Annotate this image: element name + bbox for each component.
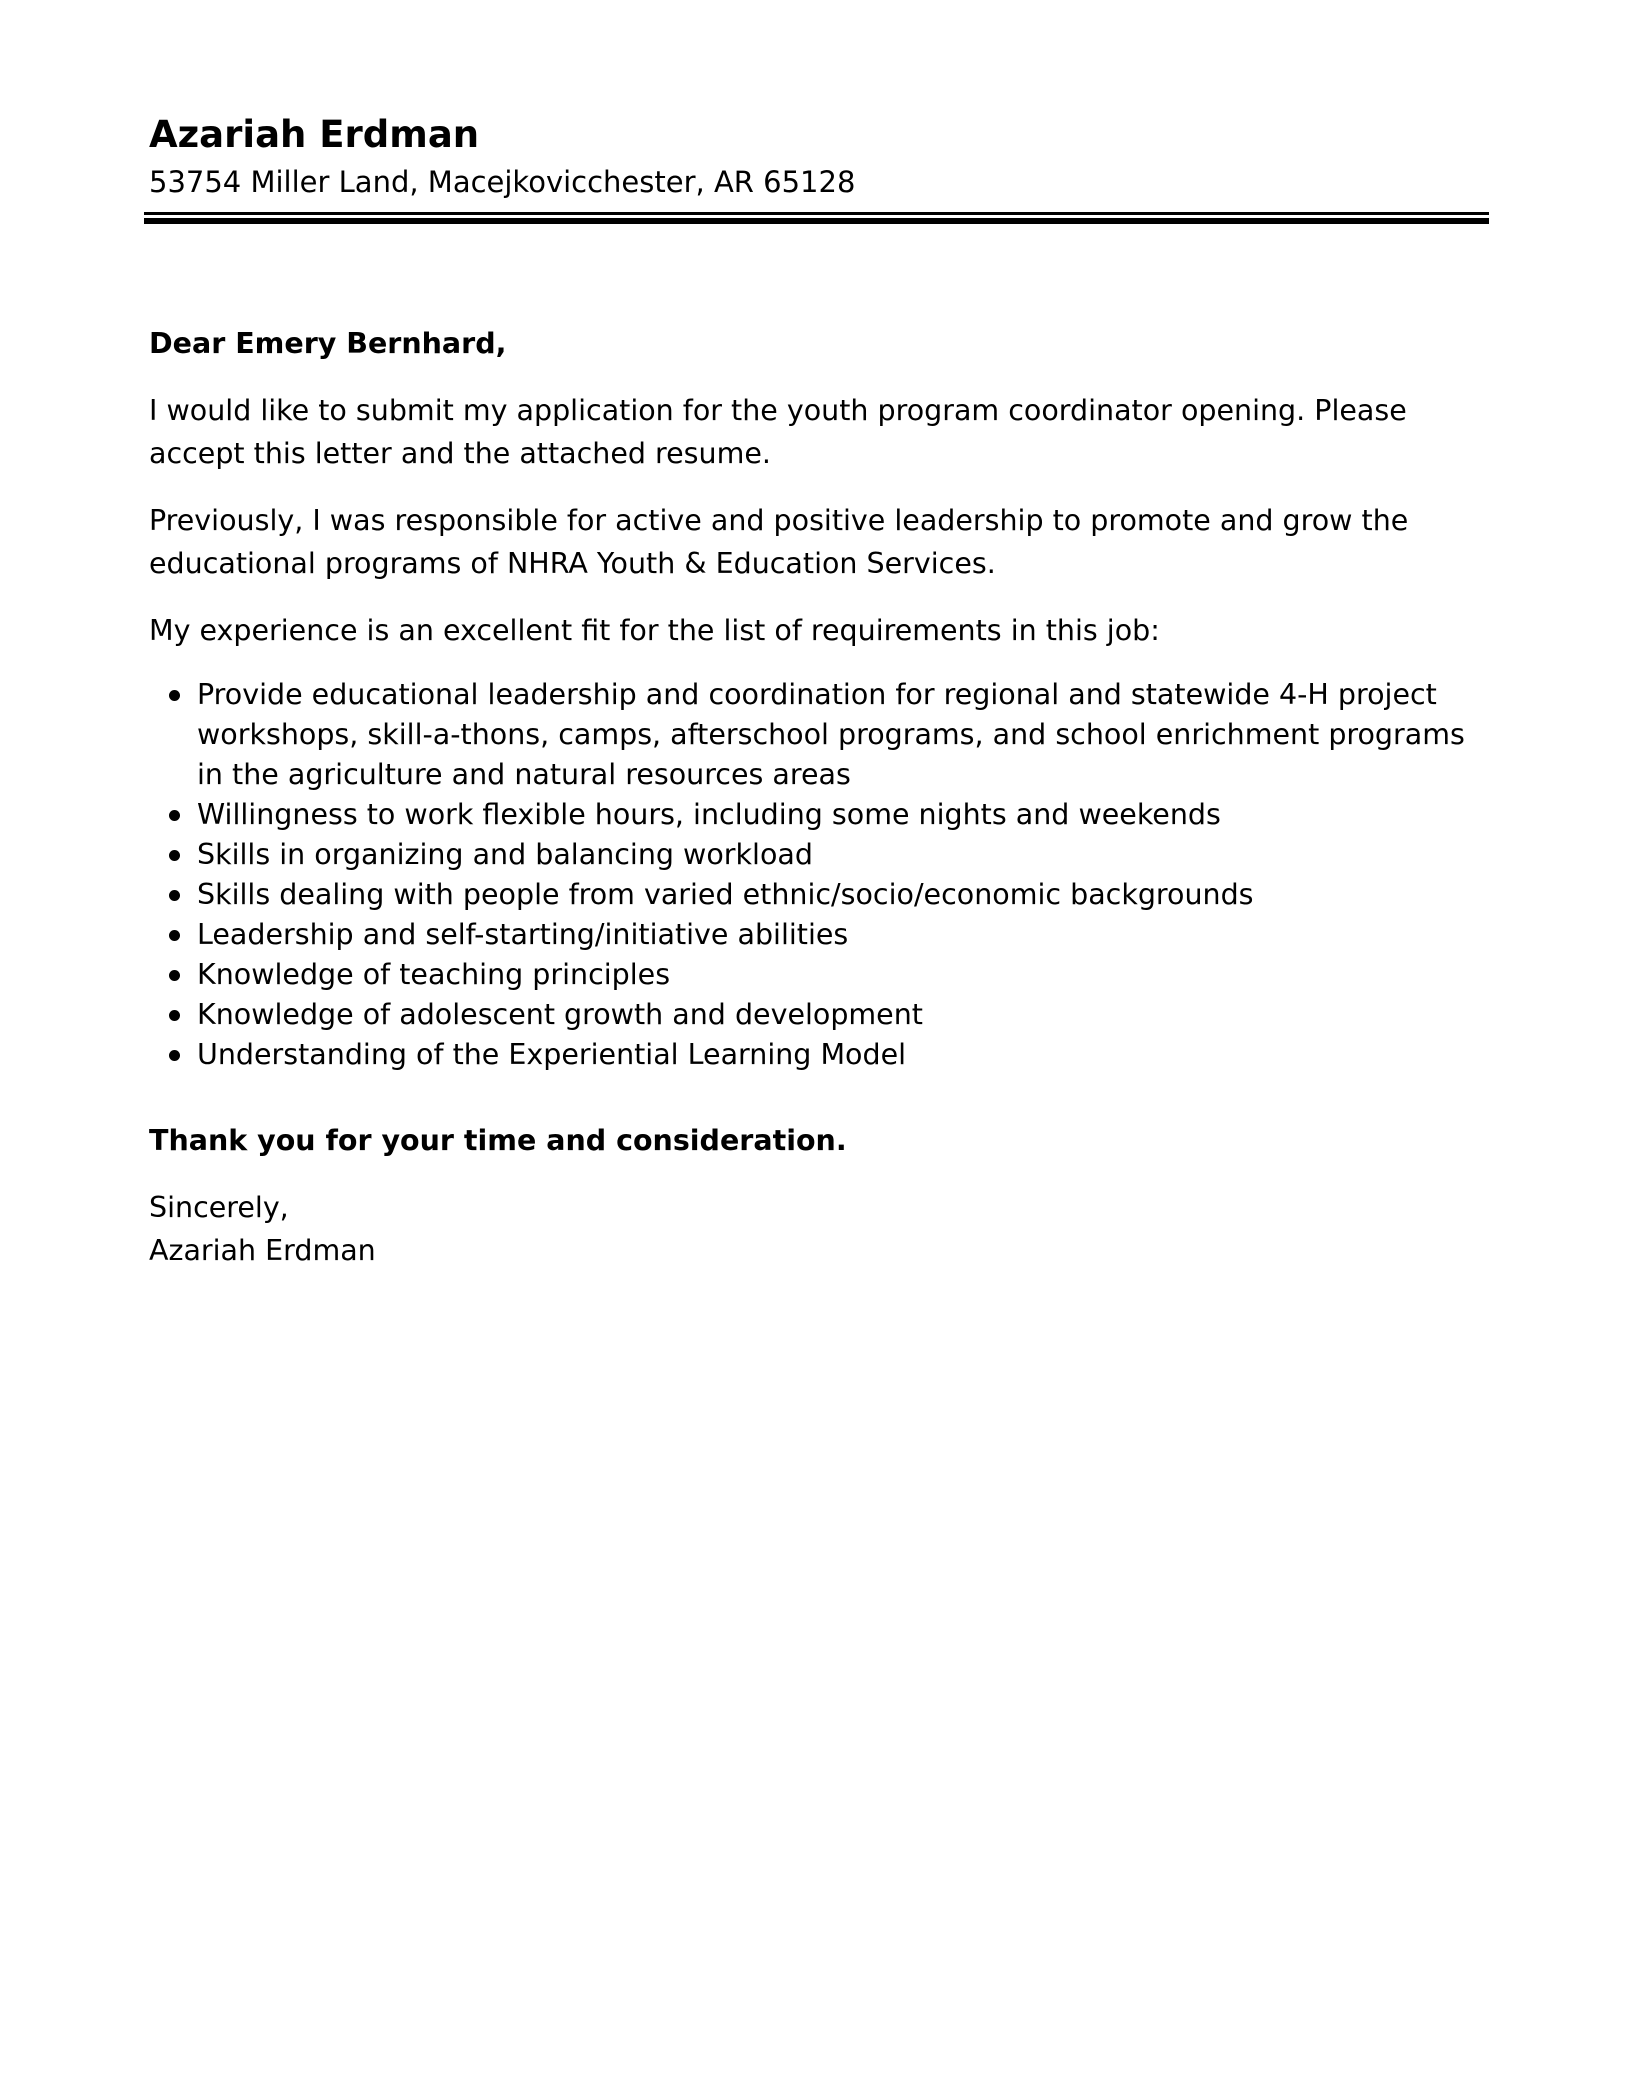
sender-name: Azariah Erdman	[149, 113, 480, 156]
bullet-icon	[169, 1010, 180, 1021]
signoff: Sincerely,	[149, 1190, 289, 1224]
letter-header	[149, 108, 1489, 202]
list-item-text: Knowledge of teaching principles	[197, 958, 671, 991]
list-item-text: Willingness to work flexible hours, including some nights and weekends	[197, 798, 1221, 831]
paragraph-intro: I would like to submit my application for the youth program coordinator opening. Please accept this letter and the attached resume.	[149, 393, 1407, 470]
paragraph-fit: My experience is an excellent fit for the list of requirements in this job:	[149, 613, 1160, 647]
bullet-icon	[169, 930, 180, 941]
list-item	[149, 875, 1489, 915]
divider-thick-line	[144, 218, 1489, 224]
paragraph-previous-role: Previously, I was responsible for active and positive leadership to promote and grow the educational programs of NHRA Youth & Education Services.	[149, 503, 1409, 580]
salutation: Dear Emery Bernhard,	[149, 327, 507, 360]
sender-address: 53754 Miller Land, Macejkovicchester, AR 65128	[149, 165, 856, 199]
bullet-icon	[169, 690, 180, 701]
list-item	[149, 955, 1489, 995]
list-item-text: Skills dealing with people from varied ethnic/socio/economic backgrounds	[197, 878, 1254, 911]
list-item-text: Knowledge of adolescent growth and development	[197, 998, 923, 1031]
bullet-icon	[169, 1050, 180, 1061]
list-item	[149, 675, 1489, 795]
bullet-icon	[169, 970, 180, 981]
list-item	[149, 995, 1489, 1035]
list-item-text: Leadership and self-starting/initiative abilities	[197, 918, 849, 951]
list-item	[149, 915, 1489, 955]
header-divider	[144, 212, 1489, 224]
requirements-list	[149, 675, 1489, 1075]
bullet-icon	[169, 850, 180, 861]
list-item-text: Skills in organizing and balancing workload	[197, 838, 813, 871]
list-item-text: Provide educational leadership and coordination for regional and statewide 4-H project workshops, skill-a-thons, camps, afterschool programs, and school enrichment programs in the agriculture and natural resources areas	[197, 678, 1465, 791]
list-item	[149, 835, 1489, 875]
closing-line: Thank you for your time and consideration.	[149, 1124, 847, 1157]
list-item	[149, 1035, 1489, 1075]
bullet-icon	[169, 890, 180, 901]
signature-name: Azariah Erdman	[149, 1234, 376, 1267]
list-item-text: Understanding of the Experiential Learning Model	[197, 1038, 907, 1071]
letter-body	[149, 322, 1489, 1273]
bullet-icon	[169, 810, 180, 821]
list-item	[149, 795, 1489, 835]
